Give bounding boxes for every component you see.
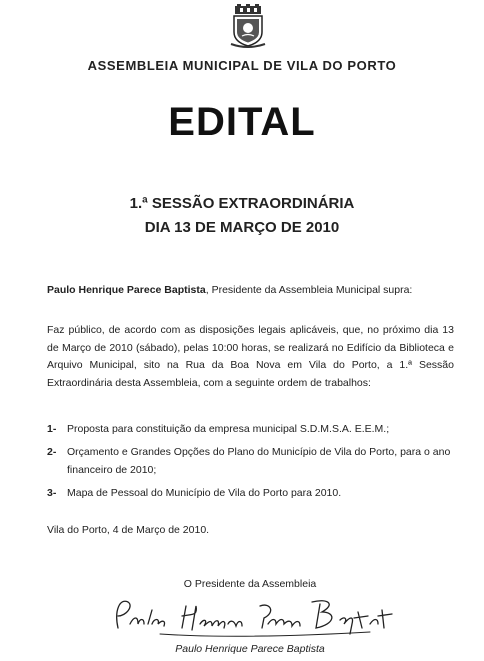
agenda-item (47, 420, 454, 438)
assembly-name: ASSEMBLEIA MUNICIPAL DE VILA DO PORTO (87, 58, 397, 73)
intro-paragraph (47, 284, 452, 296)
session-title (0, 192, 484, 240)
intro-text: , Presidente da Assembleia Municipal supra: (205, 284, 413, 296)
document-title: EDITAL (168, 100, 316, 144)
signatory-role: O Presidente da Assembleia (183, 578, 317, 590)
agenda-item-text: Mapa de Pessoal do Município de Vila do Porto para 2010. (67, 487, 342, 499)
president-name: Paulo Henrique Parece Baptista (47, 284, 206, 296)
agenda-item (47, 443, 454, 479)
agenda-list (47, 420, 454, 507)
session-title-line-1: 1.ª SESSÃO EXTRAORDINÁRIA (129, 195, 355, 212)
agenda-item-number: 2- (47, 446, 57, 458)
agenda-item-number: 1- (47, 423, 57, 435)
place-and-date: Vila do Porto, 4 de Março de 2010. (47, 524, 210, 536)
agenda-item-number: 3- (47, 487, 57, 499)
session-title-line-2: DIA 13 DE MARÇO DE 2010 (144, 219, 340, 236)
agenda-item-text: Orçamento e Grandes Opções do Plano do Município de Vila do Porto, para o ano financeiro de 2010; (67, 446, 451, 476)
signatory-name: Paulo Henrique Parece Baptista (175, 643, 325, 655)
handwritten-signature (100, 590, 400, 642)
announcement-paragraph: Faz público, de acordo com as disposições legais aplicáveis, que, no próximo dia 13 de Março de 2010 (sábado), pelas 10:00 horas, se realizará no Edifício da Biblioteca e Arquivo Municipal, sito na Rua da Boa Nova em Vila do Porto, a 1.ª Sessão Extraordinária desta Assembleia, com a seguinte ordem de trabalhos: (47, 324, 454, 389)
agenda-item-text: Proposta para constituição da empresa municipal S.D.M.S.A. E.E.M.; (67, 423, 390, 435)
municipal-crest-icon (228, 4, 268, 48)
agenda-item (47, 484, 454, 502)
